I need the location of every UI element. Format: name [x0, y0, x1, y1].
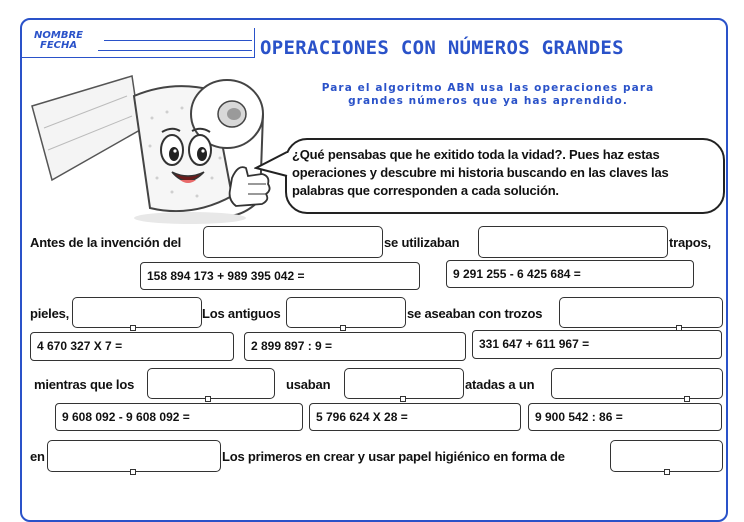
answer-box-4[interactable] [286, 297, 406, 328]
speech-bubble-text: ¿Qué pensabas que he exitido toda la vidad?. Pues haz estas operaciones y descubre mi historia buscando en las claves las palabras que corresponden a cada solución. [292, 147, 669, 198]
connector-tick [664, 469, 670, 475]
story-text-1c: trapos, [669, 235, 711, 250]
story-text-3a: mientras que los [34, 377, 135, 392]
connector-tick [684, 396, 690, 402]
story-text-1a: Antes de la invención del [30, 235, 182, 250]
answer-box-1[interactable] [203, 226, 383, 258]
speech-bubble-tail-icon [254, 150, 290, 180]
fecha-label: FECHA [40, 40, 78, 51]
operation-box-2: 9 291 255 - 6 425 684 = [446, 260, 694, 288]
operation-box-5: 331 647 + 611 967 = [472, 330, 722, 359]
story-text-2b: Los antiguos [202, 306, 281, 321]
header-vertical-divider [254, 28, 255, 58]
answer-box-9[interactable] [47, 440, 221, 472]
toilet-paper-mascot-icon [22, 68, 292, 238]
answer-box-10[interactable] [610, 440, 723, 472]
operation-box-3: 4 670 327 X 7 = [30, 332, 234, 361]
header-divider [22, 57, 254, 58]
nombre-label: NOMBRE [34, 30, 83, 41]
story-text-2a: pieles, [30, 306, 70, 321]
subtitle [268, 82, 708, 108]
answer-box-7[interactable] [344, 368, 464, 399]
answer-box-8[interactable] [551, 368, 723, 399]
subtitle-line-2: grandes números que ya has aprendido. [348, 95, 628, 107]
nombre-line [104, 40, 252, 41]
answer-box-3[interactable] [72, 297, 202, 328]
story-text-4b: Los primeros en crear y usar papel higiénico en forma de [222, 449, 565, 464]
operation-box-1: 158 894 173 + 989 395 042 = [140, 262, 420, 290]
connector-tick [130, 469, 136, 475]
connector-tick [340, 325, 346, 331]
answer-box-5[interactable] [559, 297, 723, 328]
story-text-3c: atadas a un [465, 377, 535, 392]
story-text-2c: se aseaban con trozos [407, 306, 543, 321]
story-text-4a: en [30, 449, 45, 464]
answer-box-6[interactable] [147, 368, 275, 399]
operation-box-4: 2 899 897 : 9 = [244, 332, 466, 361]
fecha-line [98, 50, 252, 51]
connector-tick [400, 396, 406, 402]
operation-box-7: 5 796 624 X 28 = [309, 403, 521, 431]
connector-tick [130, 325, 136, 331]
connector-tick [205, 396, 211, 402]
story-text-1b: se utilizaban [384, 235, 460, 250]
operation-box-8: 9 900 542 : 86 = [528, 403, 722, 431]
operation-box-6: 9 608 092 - 9 608 092 = [55, 403, 303, 431]
subtitle-line-1: Para el algoritmo ABN usa las operaciones para [321, 82, 655, 94]
page-title: OPERACIONES CON NÚMEROS GRANDES [260, 37, 624, 59]
story-text-3b: usaban [286, 377, 331, 392]
answer-box-2[interactable] [478, 226, 668, 258]
